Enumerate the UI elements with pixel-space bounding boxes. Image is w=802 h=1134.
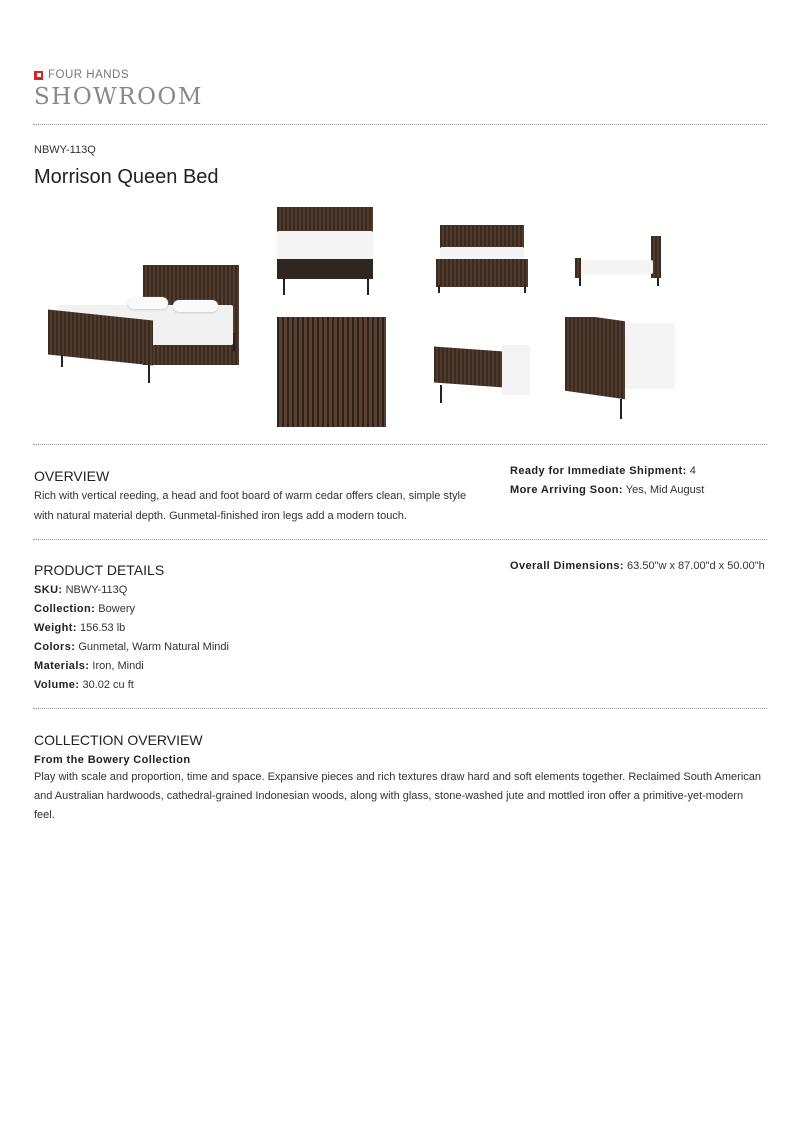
product-image-7 (565, 317, 675, 420)
detail-colors (34, 638, 229, 657)
collection-text: Play with scale and proportion, time and space. Expansive pieces and rich textures draw hard and soft elements together. Reclaimed South American and Australian hardwoods, cathedral-grained Indonesian woods, along with glass, stone-washed jute and mottled iron offer a primitive-yet-modern feel. (34, 771, 762, 821)
detail-label: Materials: (34, 660, 90, 672)
product-sku: NBWY-113Q (34, 144, 96, 156)
brand-showroom: SHOWROOM (34, 84, 203, 110)
detail-label: Colors: (34, 641, 76, 653)
arriving-value: Yes, Mid August (625, 484, 705, 496)
product-image-2 (277, 207, 373, 298)
product-image-4 (565, 236, 675, 290)
arriving-label: More Arriving Soon: (510, 484, 623, 496)
product-image-3 (434, 225, 530, 295)
detail-sku (34, 581, 229, 600)
dimensions-value: 63.50"w x 87.00"d x 50.00"h (627, 560, 765, 572)
collection-subtitle: From the Bowery Collection (34, 754, 191, 766)
logo-square-icon (34, 71, 43, 80)
product-image-main (33, 205, 243, 430)
ready-label: Ready for Immediate Shipment: (510, 465, 687, 477)
detail-value: Iron, Mindi (92, 660, 144, 672)
detail-label: Volume: (34, 679, 80, 691)
product-title: Morrison Queen Bed (34, 166, 219, 188)
brand-logo (34, 69, 129, 81)
overview-text: Rich with vertical reeding, a head and foot board of warm cedar offers clean, simple style with natural material depth. Gunmetal-finished iron legs add a modern touch. (34, 490, 467, 522)
detail-value: 156.53 lb (80, 622, 126, 634)
collection-heading: COLLECTION OVERVIEW (34, 732, 203, 748)
divider (33, 124, 767, 125)
divider (33, 708, 767, 709)
detail-label: SKU: (34, 584, 63, 596)
detail-label: Weight: (34, 622, 77, 634)
detail-label: Collection: (34, 603, 96, 615)
detail-value: NBWY-113Q (65, 584, 128, 596)
product-image-6 (434, 345, 530, 425)
details-heading: PRODUCT DETAILS (34, 562, 165, 578)
brand-name: FOUR HANDS (48, 69, 130, 81)
ready-value: 4 (689, 465, 696, 477)
availability-arriving (510, 481, 704, 500)
availability-ready (510, 462, 696, 481)
product-image-5 (277, 317, 386, 427)
detail-value: 30.02 cu ft (82, 679, 134, 691)
dimensions-label: Overall Dimensions: (510, 560, 624, 572)
overview-heading: OVERVIEW (34, 468, 110, 484)
detail-value: Bowery (98, 603, 135, 615)
detail-weight (34, 619, 229, 638)
detail-collection (34, 600, 229, 619)
overall-dimensions (510, 557, 765, 576)
detail-volume (34, 676, 229, 695)
details-list (34, 581, 229, 695)
detail-value: Gunmetal, Warm Natural Mindi (78, 641, 229, 653)
divider (33, 539, 767, 540)
divider (33, 444, 767, 445)
detail-materials (34, 657, 229, 676)
